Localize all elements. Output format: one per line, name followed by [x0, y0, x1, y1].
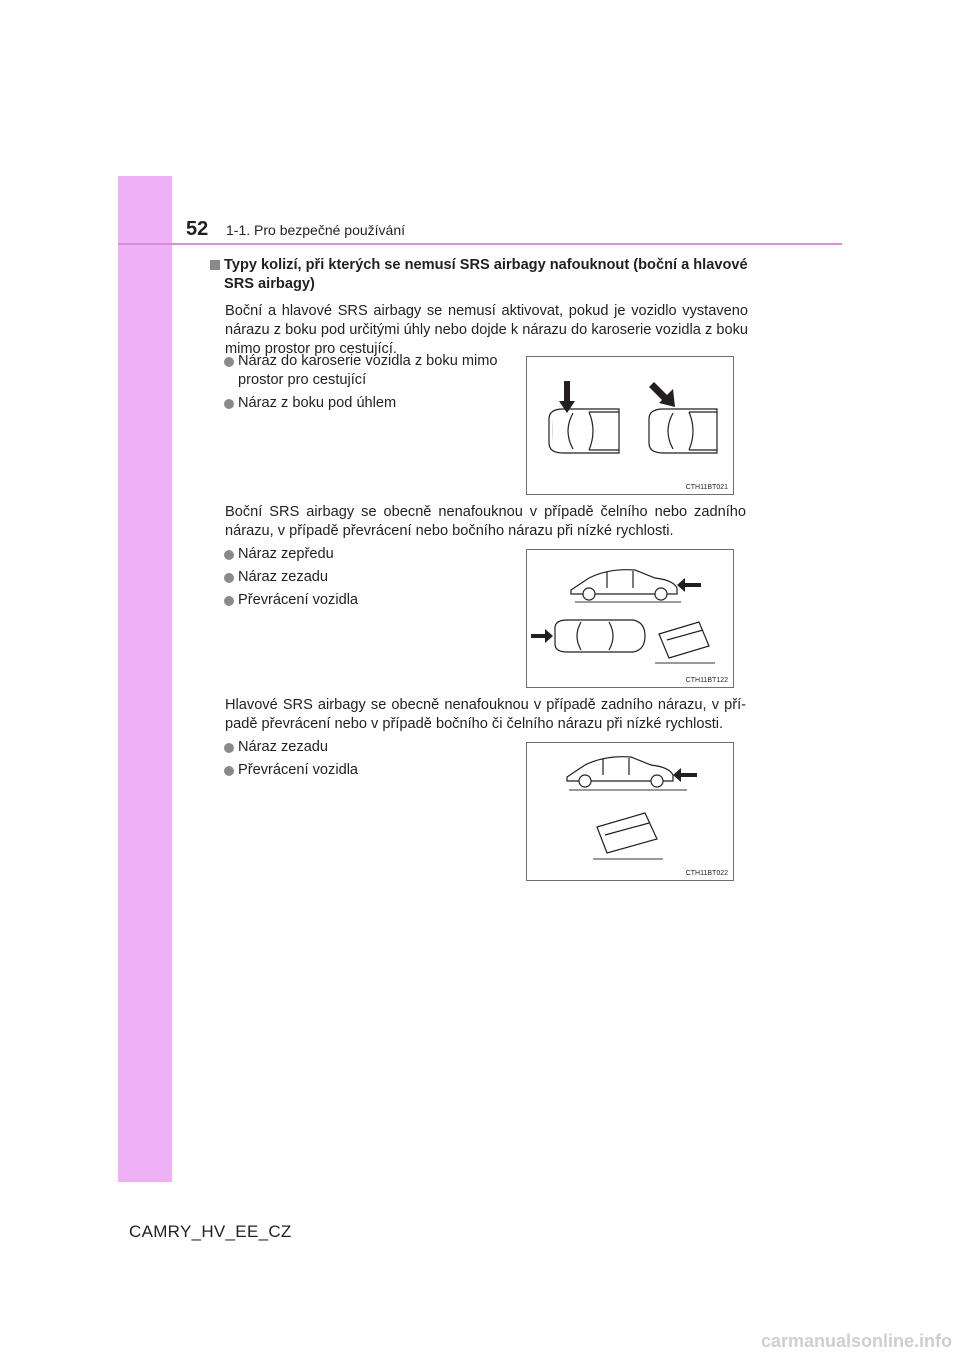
bullet-dot-icon [224, 573, 234, 583]
car-top-view-icon [555, 620, 645, 652]
square-bullet-icon [210, 260, 220, 270]
car-side-view-icon [567, 757, 673, 787]
figure-rear-rollover [526, 742, 734, 881]
list-item: Náraz zezadu [208, 568, 518, 587]
figure-code: CTH11BT122 [685, 677, 728, 684]
figure-code: CTH11BT021 [685, 484, 728, 491]
car-top-view-icon [549, 409, 619, 453]
bullet-dot-icon [224, 766, 234, 776]
list-item: Náraz zezadu [208, 738, 518, 757]
bullet-dot-icon [224, 357, 234, 367]
paragraph: Boční a hlavové SRS airbagy se nemusí aktivovat, pokud je vozidlo vystaveno nárazu z boku pod určitými úhly nebo dojde k nárazu do karoserie vozidla z boku mimo prostor pro cestující. [225, 303, 748, 357]
rear-rollover-illustration [527, 743, 733, 880]
bullet-dot-icon [224, 399, 234, 409]
side-impact-illustration [527, 357, 733, 494]
arrow-left-icon [677, 578, 701, 592]
arrow-right-icon [531, 629, 553, 643]
figure-front-rear-rollover [526, 549, 734, 688]
car-side-view-icon [571, 570, 677, 600]
arrow-diagonal-icon [649, 382, 675, 407]
arrow-down-icon [559, 381, 575, 413]
model-code: CAMRY_HV_EE_CZ [129, 1222, 292, 1241]
subsection-heading: Typy kolizí, při kterých se nemusí SRS airbagy nafouknout (boční a hlavové SRS airbagy) [208, 256, 748, 294]
list-item: Převrácení vozidla [208, 591, 518, 610]
bullet-dot-icon [224, 596, 234, 606]
rollover-car-icon [597, 813, 657, 853]
page-number: 52 [186, 218, 209, 240]
chapter-side-tab [118, 176, 172, 1182]
front-rear-rollover-illustration [527, 550, 733, 687]
paragraph: Hlavové SRS airbagy se obecně nenafouknou v případě zadního nárazu, v pří- padě převrácení nebo v případě bočního či čelního nárazu při nízké rychlosti. [225, 697, 746, 732]
section-title: 1-1. Pro bezpečné používání [226, 222, 406, 238]
bullet-dot-icon [224, 743, 234, 753]
watermark: carmanualsonline.info [760, 1331, 952, 1351]
list-item: Převrácení vozidla [208, 761, 518, 780]
bullet-list-1 [208, 352, 518, 413]
list-item: Náraz zepředu [208, 545, 518, 564]
bullet-list-2 [208, 545, 518, 610]
figure-side-impact [526, 356, 734, 495]
figure-code: CTH11BT022 [685, 870, 728, 877]
list-item: Náraz do karoserie vozidla z boku mimo prostor pro cestující [208, 352, 518, 390]
car-top-view-icon [649, 409, 717, 453]
paragraph: Boční SRS airbagy se obecně nenafouknou v případě čelního nebo zadního nárazu, v případě převrácení nebo bočního nárazu při nízké rychlosti. [225, 504, 746, 539]
bullet-dot-icon [224, 550, 234, 560]
rollover-car-icon [659, 622, 709, 658]
arrow-left-icon [673, 768, 697, 782]
list-item: Náraz z boku pod úhlem [208, 394, 518, 413]
header-divider [118, 243, 842, 245]
bullet-list-3 [208, 738, 518, 780]
block-side-angle [208, 256, 748, 359]
